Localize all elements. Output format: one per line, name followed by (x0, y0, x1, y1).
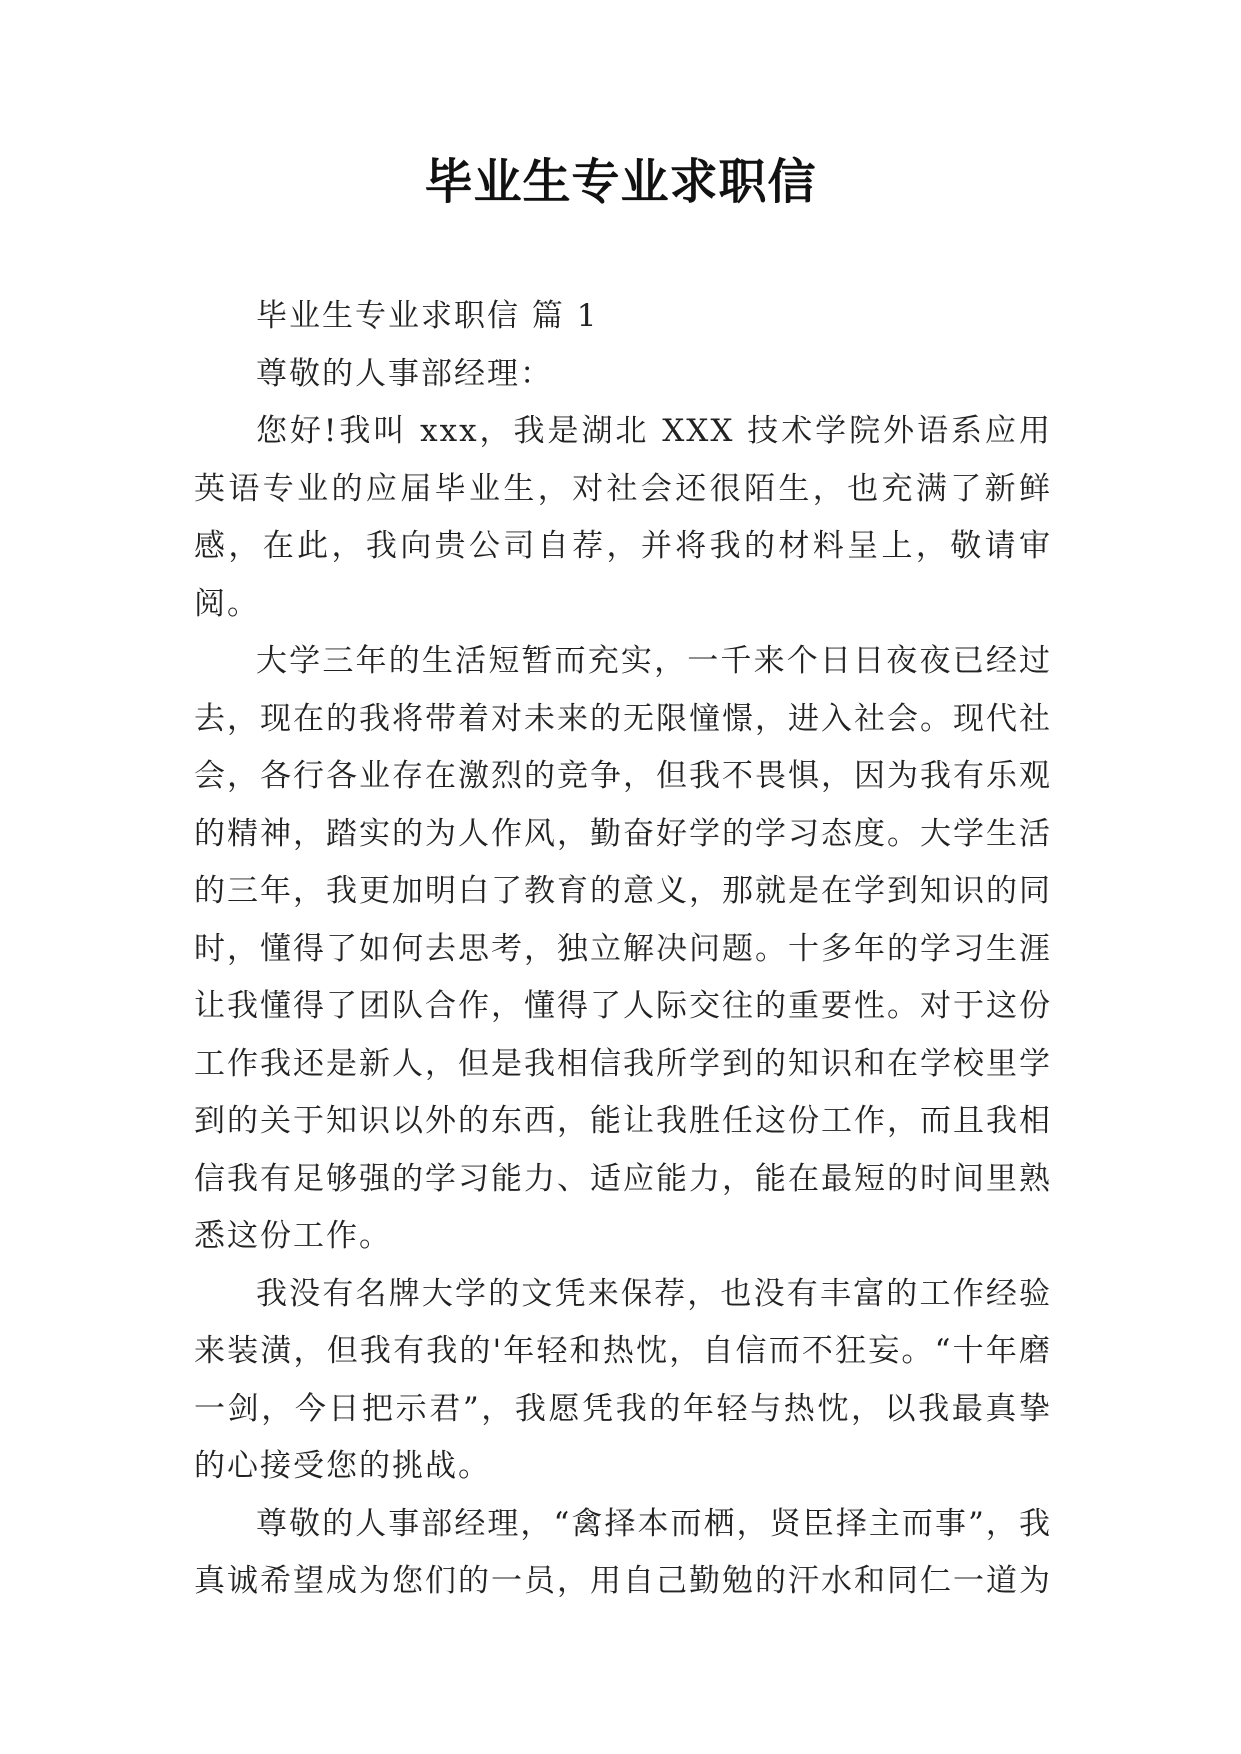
body-paragraph: 尊敬的人事部经理，“禽择本而栖，贤臣择主而事”，我真诚希望成为您们的一员，用自己勤勉的汗水和同仁一道为 (194, 1505, 1052, 1599)
document-body (194, 288, 1052, 1611)
document-title: 毕业生专业求职信 (424, 154, 817, 210)
body-paragraph: 您好!我叫 xxx，我是湖北 XXX 技术学院外语系应用英语专业的应届毕业生，对社会还很陌生，也充满了新鲜感，在此，我向贵公司自荐，并将我的材料呈上，敬请审阅。 (194, 413, 1052, 622)
body-paragraph: 我没有名牌大学的文凭来保荐，也没有丰富的工作经验来装潢，但我有我的'年轻和热忱，自信而不狂妄。“十年磨一剑，今日把示君”，我愿凭我的年轻与热忱，以我最真挚的心接受您的挑战。 (194, 1275, 1052, 1484)
salutation: 尊敬的人事部经理： (256, 355, 553, 392)
body-paragraph: 大学三年的生活短暂而充实，一千来个日日夜夜已经过去，现在的我将带着对未来的无限憧憬，进入社会。现代社会，各行各业存在激烈的竞争，但我不畏惧，因为我有乐观的精神，踏实的为人作风，勤奋好学的学习态度。大学生活的三年，我更加明白了教育的意义，那就是在学到知识的同时，懂得了如何去思考，独立解决问题。十多年的学习生涯让我懂得了团队合作，懂得了人际交往的重要性。对于这份工作我还是新人，但是我相信我所学到的知识和在学校里学到的关于知识以外的东西，能让我胜任这份工作，而且我相信我有足够强的学习能力、适应能力，能在最短的时间里熟悉这份工作。 (194, 643, 1052, 1254)
section-heading: 毕业生专业求职信 篇 1 (256, 298, 599, 334)
